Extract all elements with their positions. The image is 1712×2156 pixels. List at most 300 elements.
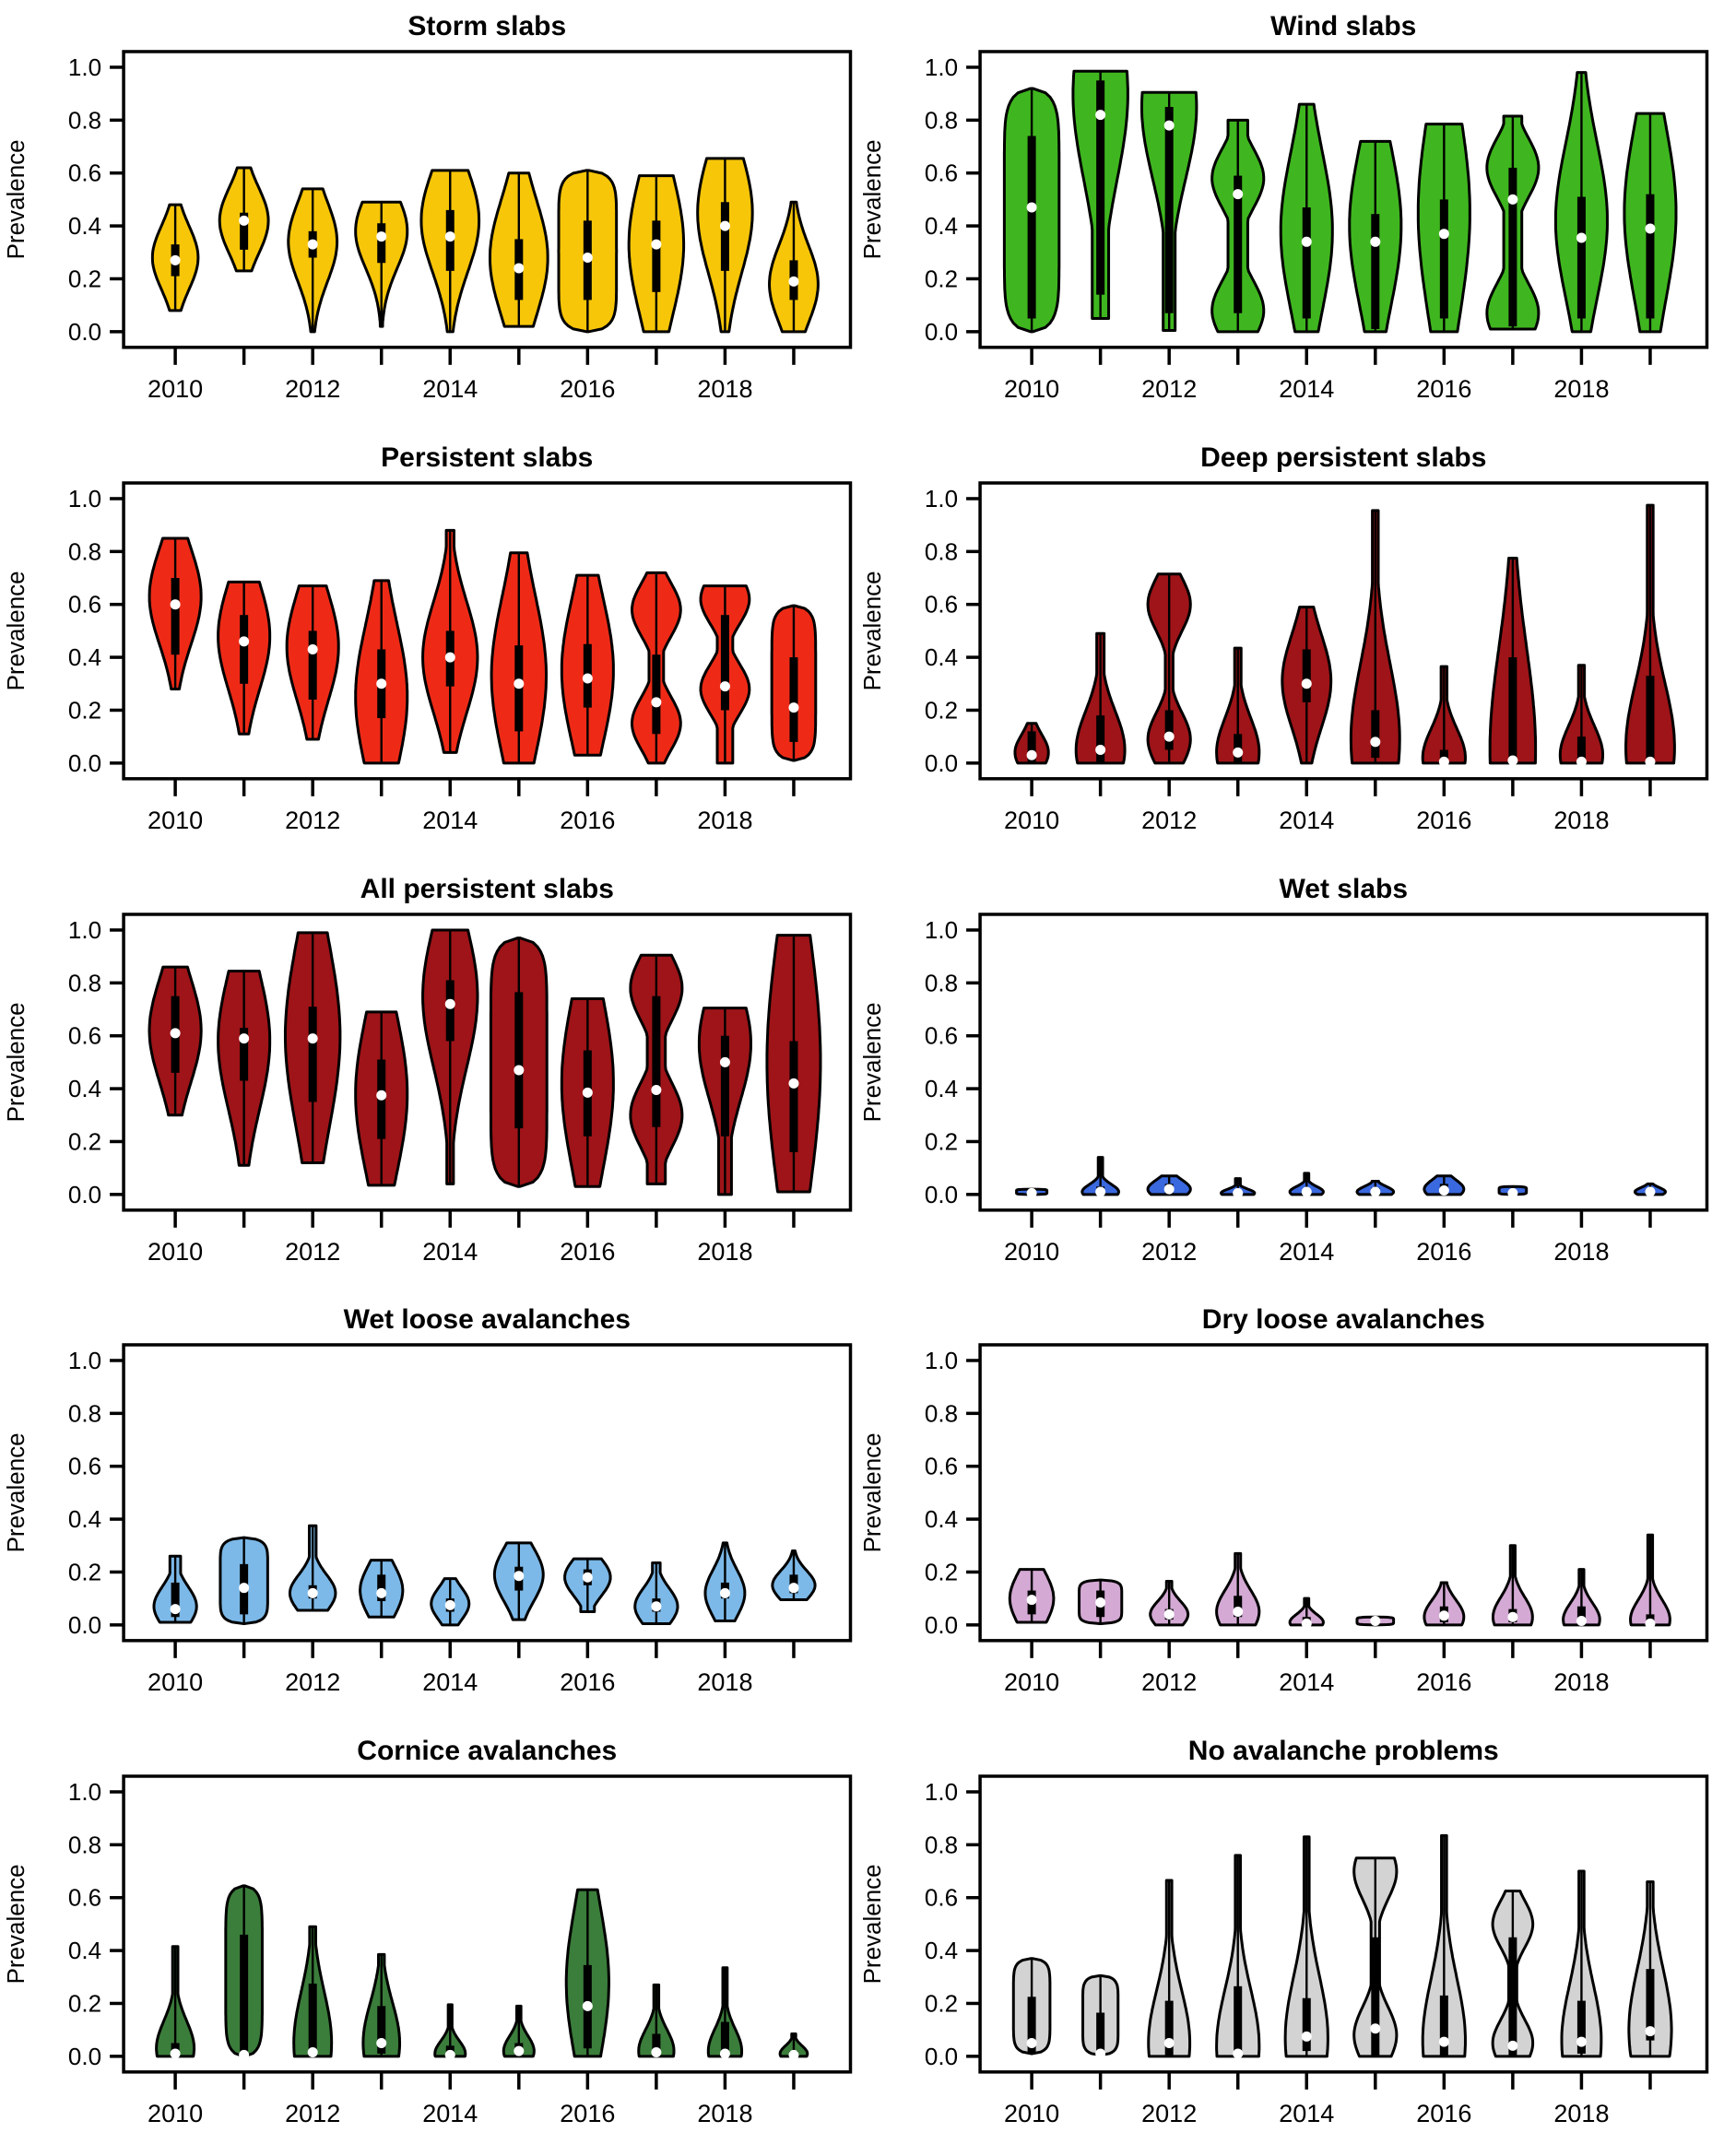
y-tick-label: 0.0 bbox=[924, 317, 958, 346]
median-dot bbox=[651, 240, 661, 250]
violin-2016 bbox=[565, 1560, 610, 1612]
plot-frame bbox=[980, 914, 1706, 1210]
y-tick-label: 0.0 bbox=[67, 2043, 102, 2071]
violin-2014 bbox=[1281, 607, 1330, 762]
violin-2019 bbox=[772, 606, 816, 760]
x-tick-label: 2016 bbox=[560, 806, 616, 834]
x-tick-label: 2018 bbox=[1553, 2100, 1609, 2127]
y-tick-label: 0.0 bbox=[924, 1611, 958, 1640]
iqr-box bbox=[1371, 214, 1379, 329]
median-dot bbox=[1370, 1186, 1380, 1196]
median-dot bbox=[1438, 1185, 1448, 1196]
x-tick-label: 2014 bbox=[1278, 806, 1334, 834]
violin-2010 bbox=[149, 538, 201, 689]
x-tick-label: 2012 bbox=[285, 2100, 341, 2127]
violin-2012 bbox=[289, 189, 337, 332]
x-tick-label: 2010 bbox=[148, 806, 204, 834]
x-tick-label: 2018 bbox=[1553, 1237, 1609, 1266]
x-tick-label: 2010 bbox=[1003, 1668, 1059, 1697]
x-tick-label: 2012 bbox=[1140, 1668, 1197, 1697]
plot-wind-slabs bbox=[856, 0, 1712, 431]
y-tick-label: 1.0 bbox=[924, 915, 958, 944]
y-tick-label: 0.2 bbox=[67, 265, 102, 293]
median-dot bbox=[1095, 2049, 1105, 2059]
panel-title: Wet loose avalanches bbox=[343, 1304, 631, 1336]
median-dot bbox=[239, 1033, 249, 1043]
x-tick-label: 2010 bbox=[148, 374, 204, 403]
y-tick-label: 0.2 bbox=[924, 1558, 958, 1586]
plot-dry-loose-avalanches bbox=[856, 1293, 1712, 1725]
y-tick-label: 0.8 bbox=[67, 1399, 102, 1428]
y-tick-label: 0.8 bbox=[924, 1399, 958, 1428]
median-dot bbox=[1576, 757, 1586, 767]
median-dot bbox=[1233, 1188, 1243, 1198]
median-dot bbox=[583, 2001, 593, 2011]
iqr-box bbox=[309, 1984, 317, 2056]
iqr-box bbox=[1302, 649, 1310, 701]
violin-2015 bbox=[491, 553, 546, 763]
violin-2012 bbox=[1148, 574, 1190, 763]
iqr-box bbox=[789, 1041, 797, 1151]
median-dot bbox=[720, 2049, 730, 2059]
panel-all-persistent-slabs bbox=[0, 863, 856, 1294]
y-tick-label: 0.4 bbox=[924, 642, 958, 671]
violin-2015 bbox=[1353, 1858, 1396, 2056]
y-axis-label: Prevalence bbox=[857, 1864, 886, 1985]
y-tick-label: 0.4 bbox=[924, 1937, 958, 1965]
median-dot bbox=[651, 697, 661, 707]
median-dot bbox=[1095, 1186, 1105, 1196]
violin-2018 bbox=[1555, 73, 1607, 332]
y-axis-label: Prevalence bbox=[2, 571, 30, 691]
median-dot bbox=[1370, 736, 1380, 747]
y-axis-label: Prevalence bbox=[2, 1864, 30, 1985]
y-tick-label: 0.4 bbox=[924, 1505, 958, 1534]
median-dot bbox=[1233, 1607, 1243, 1617]
violin-2010 bbox=[1013, 1959, 1050, 2054]
violin-2017 bbox=[1493, 1891, 1533, 2056]
median-dot bbox=[376, 678, 386, 689]
median-dot bbox=[651, 2047, 661, 2057]
median-dot bbox=[1438, 757, 1448, 767]
violin-2018 bbox=[701, 585, 750, 762]
y-axis-label: Prevalence bbox=[857, 571, 886, 691]
y-tick-label: 0.8 bbox=[67, 968, 102, 996]
violin-2019 bbox=[1623, 113, 1675, 332]
plot-wet-slabs bbox=[856, 863, 1712, 1294]
iqr-box bbox=[789, 657, 797, 742]
y-axis-label: Prevalence bbox=[857, 1001, 886, 1123]
x-tick-label: 2012 bbox=[1140, 2100, 1197, 2127]
iqr-box bbox=[1439, 1996, 1447, 2056]
violin-2013 bbox=[1211, 120, 1263, 332]
iqr-box bbox=[171, 578, 180, 654]
median-dot bbox=[171, 2049, 181, 2059]
y-tick-label: 0.4 bbox=[67, 1505, 102, 1534]
x-tick-label: 2014 bbox=[1278, 374, 1334, 403]
median-dot bbox=[1438, 229, 1448, 239]
violin-2019 bbox=[1630, 1536, 1670, 1630]
iqr-box bbox=[1027, 136, 1035, 319]
violin-2010 bbox=[157, 1947, 195, 2059]
iqr-box bbox=[1164, 710, 1173, 749]
x-tick-label: 2016 bbox=[560, 1237, 616, 1266]
median-dot bbox=[376, 231, 386, 242]
panel-persistent-slabs bbox=[0, 431, 856, 863]
violin-2011 bbox=[226, 1886, 263, 2060]
violin-2016 bbox=[1423, 666, 1465, 767]
panel-wet-slabs bbox=[856, 863, 1712, 1294]
violin-2011 bbox=[1082, 1976, 1117, 2059]
median-dot bbox=[514, 678, 524, 689]
y-tick-label: 0.0 bbox=[67, 1180, 102, 1208]
violin-2014 bbox=[423, 930, 478, 1184]
y-axis-label: Prevalence bbox=[857, 1432, 886, 1553]
y-tick-label: 0.2 bbox=[67, 1989, 102, 2018]
violin-2015 bbox=[494, 1543, 543, 1620]
violin-2017 bbox=[629, 176, 683, 332]
violin-2013 bbox=[356, 202, 407, 326]
x-tick-label: 2012 bbox=[285, 1237, 341, 1266]
iqr-box bbox=[240, 615, 248, 684]
y-tick-label: 0.6 bbox=[67, 1453, 102, 1481]
y-tick-label: 0.6 bbox=[67, 1021, 102, 1050]
violin-2013 bbox=[363, 1955, 400, 2056]
violin-2016 bbox=[1423, 1583, 1463, 1625]
median-dot bbox=[651, 1085, 661, 1095]
iqr-box bbox=[309, 630, 317, 700]
iqr-box bbox=[309, 1007, 317, 1102]
median-dot bbox=[1301, 1619, 1311, 1629]
median-dot bbox=[376, 1588, 386, 1598]
violin-2013 bbox=[1216, 1554, 1258, 1625]
y-tick-label: 1.0 bbox=[924, 1778, 958, 1807]
median-dot bbox=[514, 263, 524, 273]
median-dot bbox=[1576, 233, 1586, 243]
y-tick-label: 0.8 bbox=[924, 1831, 958, 1859]
y-tick-label: 0.0 bbox=[67, 317, 102, 346]
x-tick-label: 2010 bbox=[148, 2100, 204, 2127]
violin-2016 bbox=[566, 1890, 608, 2056]
violin-2019 bbox=[767, 935, 821, 1191]
violin-2017 bbox=[632, 572, 680, 763]
violin-2016 bbox=[1423, 1175, 1463, 1195]
violin-2017 bbox=[639, 1985, 674, 2058]
median-dot bbox=[788, 1584, 798, 1594]
plot-persistent-slabs bbox=[0, 431, 856, 863]
y-axis-label: Prevalence bbox=[2, 1432, 30, 1553]
y-tick-label: 0.6 bbox=[924, 1021, 958, 1050]
panel-storm-slabs bbox=[0, 0, 856, 431]
panel-cornice-avalanches bbox=[0, 1725, 856, 2156]
y-tick-label: 0.6 bbox=[924, 1453, 958, 1481]
plot-cornice-avalanches bbox=[0, 1725, 856, 2156]
x-tick-label: 2010 bbox=[148, 1668, 204, 1697]
x-tick-label: 2014 bbox=[1278, 1668, 1334, 1697]
median-dot bbox=[1507, 1188, 1517, 1198]
y-tick-label: 0.0 bbox=[67, 1611, 102, 1640]
median-dot bbox=[788, 2050, 798, 2060]
x-tick-label: 2012 bbox=[285, 806, 341, 834]
median-dot bbox=[720, 221, 730, 231]
panel-title: Wet slabs bbox=[1279, 873, 1408, 904]
median-dot bbox=[1301, 678, 1311, 689]
x-tick-label: 2014 bbox=[422, 1237, 478, 1266]
violin-2012 bbox=[287, 585, 338, 738]
iqr-box bbox=[514, 992, 523, 1128]
violin-2012 bbox=[289, 1526, 335, 1611]
violin-2014 bbox=[1285, 1837, 1328, 2056]
panel-title: Dry loose avalanches bbox=[1201, 1304, 1485, 1336]
x-tick-label: 2018 bbox=[697, 2100, 753, 2127]
iqr-box bbox=[652, 654, 660, 734]
violin-2016 bbox=[1418, 124, 1470, 332]
panel-wind-slabs bbox=[856, 0, 1712, 431]
median-dot bbox=[1163, 1184, 1174, 1194]
median-dot bbox=[445, 2050, 455, 2060]
y-tick-label: 0.6 bbox=[924, 159, 958, 187]
y-tick-label: 0.8 bbox=[67, 537, 102, 566]
y-tick-label: 1.0 bbox=[67, 1778, 102, 1807]
y-tick-label: 0.6 bbox=[924, 1883, 958, 1912]
x-tick-label: 2018 bbox=[697, 1668, 753, 1697]
x-tick-label: 2012 bbox=[1140, 806, 1197, 834]
panel-dry-loose-avalanches bbox=[856, 1293, 1712, 1725]
iqr-box bbox=[721, 615, 729, 710]
violin-2013 bbox=[1216, 1856, 1258, 2059]
panel-title: Persistent slabs bbox=[381, 442, 594, 473]
violin-2011 bbox=[1076, 633, 1125, 763]
violin-2017 bbox=[1486, 116, 1538, 329]
median-dot bbox=[1301, 1186, 1311, 1196]
y-tick-label: 1.0 bbox=[67, 484, 102, 512]
y-tick-label: 0.6 bbox=[924, 590, 958, 619]
violin-2014 bbox=[431, 1579, 469, 1625]
median-dot bbox=[788, 277, 798, 287]
violin-2010 bbox=[1016, 1188, 1046, 1198]
y-tick-label: 0.6 bbox=[67, 1883, 102, 1912]
median-dot bbox=[1301, 237, 1311, 247]
x-tick-label: 2012 bbox=[1140, 374, 1197, 403]
median-dot bbox=[1507, 194, 1517, 205]
median-dot bbox=[171, 599, 181, 609]
violin-2017 bbox=[1490, 558, 1535, 765]
violin-2014 bbox=[1290, 1172, 1323, 1196]
violin-2012 bbox=[294, 1926, 332, 2057]
y-tick-label: 0.4 bbox=[67, 642, 102, 671]
violin-2011 bbox=[219, 168, 268, 271]
panel-no-avalanche-problems bbox=[856, 1725, 1712, 2156]
median-dot bbox=[171, 255, 181, 265]
median-dot bbox=[239, 2050, 249, 2060]
y-tick-label: 0.8 bbox=[67, 1831, 102, 1859]
median-dot bbox=[1026, 203, 1036, 213]
median-dot bbox=[720, 681, 730, 691]
violin-2013 bbox=[356, 581, 407, 763]
violin-2010 bbox=[152, 205, 198, 311]
median-dot bbox=[1438, 1611, 1448, 1621]
median-dot bbox=[1438, 2037, 1448, 2047]
violin-2018 bbox=[1560, 665, 1602, 766]
median-dot bbox=[1576, 1616, 1586, 1626]
median-dot bbox=[720, 1057, 730, 1067]
y-tick-label: 1.0 bbox=[924, 53, 958, 81]
median-dot bbox=[1576, 2037, 1586, 2047]
y-axis-label: Prevalence bbox=[857, 139, 886, 260]
median-dot bbox=[239, 636, 249, 646]
iqr-box bbox=[1439, 199, 1447, 318]
x-tick-label: 2014 bbox=[422, 374, 478, 403]
panel-title: Storm slabs bbox=[407, 10, 567, 41]
median-dot bbox=[788, 1078, 798, 1088]
x-tick-label: 2016 bbox=[560, 2100, 616, 2127]
violin-2019 bbox=[1625, 505, 1674, 767]
x-tick-label: 2016 bbox=[1415, 1668, 1471, 1697]
panel-deep-persistent-slabs bbox=[856, 431, 1712, 863]
plot-storm-slabs bbox=[0, 0, 856, 431]
y-tick-label: 0.2 bbox=[924, 1989, 958, 2018]
violin-2011 bbox=[1081, 1157, 1118, 1196]
violin-2012 bbox=[1148, 1175, 1190, 1194]
violin-2016 bbox=[1423, 1835, 1465, 2056]
iqr-box bbox=[1508, 657, 1517, 763]
median-dot bbox=[239, 1584, 249, 1594]
x-tick-label: 2014 bbox=[422, 2100, 478, 2127]
violin-2016 bbox=[559, 171, 617, 332]
median-dot bbox=[514, 1572, 524, 1582]
violin-2016 bbox=[561, 998, 613, 1186]
median-dot bbox=[445, 231, 455, 242]
median-dot bbox=[1645, 1619, 1655, 1629]
median-dot bbox=[308, 644, 318, 654]
violin-2013 bbox=[360, 1561, 403, 1618]
median-dot bbox=[445, 998, 455, 1008]
violin-2014 bbox=[1290, 1599, 1323, 1630]
violin-2017 bbox=[631, 955, 682, 1184]
x-tick-label: 2016 bbox=[560, 1668, 616, 1697]
iqr-box bbox=[1576, 197, 1585, 319]
x-tick-label: 2018 bbox=[1553, 1668, 1609, 1697]
violin-2011 bbox=[1072, 71, 1127, 318]
median-dot bbox=[308, 1033, 318, 1043]
median-dot bbox=[1645, 223, 1655, 233]
violin-2012 bbox=[285, 932, 339, 1162]
median-dot bbox=[1095, 745, 1105, 755]
median-dot bbox=[1095, 1597, 1105, 1608]
violin-2014 bbox=[423, 530, 478, 752]
median-dot bbox=[445, 652, 455, 662]
violin-2014 bbox=[1281, 104, 1332, 332]
violin-2015 bbox=[490, 173, 548, 326]
median-dot bbox=[308, 240, 318, 250]
iqr-box bbox=[1096, 715, 1104, 763]
median-dot bbox=[1163, 1609, 1174, 1620]
y-tick-label: 0.8 bbox=[67, 106, 102, 135]
violin-2014 bbox=[435, 2005, 466, 2060]
violin-2019 bbox=[780, 2034, 808, 2060]
violin-2011 bbox=[1079, 1580, 1121, 1623]
median-dot bbox=[308, 2047, 318, 2057]
y-tick-label: 0.0 bbox=[924, 2043, 958, 2071]
median-dot bbox=[1163, 731, 1174, 741]
y-tick-label: 0.2 bbox=[924, 696, 958, 725]
x-tick-label: 2012 bbox=[1140, 1237, 1197, 1266]
median-dot bbox=[1645, 2026, 1655, 2036]
y-tick-label: 0.2 bbox=[67, 1558, 102, 1586]
median-dot bbox=[239, 216, 249, 226]
median-dot bbox=[1233, 748, 1243, 758]
median-dot bbox=[1233, 2049, 1243, 2059]
y-tick-label: 0.4 bbox=[67, 1937, 102, 1965]
violin-2015 bbox=[490, 937, 547, 1186]
y-tick-label: 0.8 bbox=[924, 537, 958, 566]
iqr-box bbox=[1371, 710, 1379, 758]
median-dot bbox=[1026, 1595, 1036, 1605]
violin-2019 bbox=[1628, 1882, 1671, 2056]
iqr-box bbox=[1646, 194, 1654, 319]
iqr-box bbox=[652, 996, 660, 1126]
violin-2011 bbox=[218, 582, 270, 734]
median-dot bbox=[1026, 2038, 1036, 2048]
iqr-box bbox=[240, 1935, 248, 2056]
y-tick-label: 0.2 bbox=[67, 696, 102, 725]
median-dot bbox=[1370, 2023, 1380, 2033]
iqr-box bbox=[721, 202, 729, 271]
x-tick-label: 2018 bbox=[697, 1237, 753, 1266]
median-dot bbox=[1370, 237, 1380, 247]
panel-title: Wind slabs bbox=[1269, 10, 1416, 41]
violin-2010 bbox=[154, 1557, 196, 1623]
median-dot bbox=[376, 1090, 386, 1100]
iqr-box bbox=[1164, 107, 1173, 313]
median-dot bbox=[1507, 1612, 1517, 1622]
iqr-box bbox=[1371, 1938, 1379, 2056]
violin-2017 bbox=[1498, 1186, 1526, 1198]
violin-2012 bbox=[1150, 1582, 1187, 1625]
y-tick-label: 1.0 bbox=[924, 484, 958, 512]
x-tick-label: 2014 bbox=[422, 806, 478, 834]
violin-2011 bbox=[218, 971, 270, 1165]
median-dot bbox=[1645, 757, 1655, 767]
plot-all-persistent-slabs bbox=[0, 863, 856, 1294]
median-dot bbox=[376, 2038, 386, 2048]
y-tick-label: 1.0 bbox=[924, 1347, 958, 1375]
iqr-box bbox=[1234, 1986, 1242, 2056]
violin-2017 bbox=[635, 1563, 678, 1624]
violin-2018 bbox=[705, 1543, 745, 1621]
panel-title: No avalanche problems bbox=[1187, 1736, 1499, 1767]
violin-2017 bbox=[1493, 1546, 1532, 1625]
x-tick-label: 2016 bbox=[1415, 374, 1471, 403]
iqr-box bbox=[1302, 207, 1310, 318]
median-dot bbox=[1507, 2041, 1517, 2051]
median-dot bbox=[583, 253, 593, 263]
y-tick-label: 0.6 bbox=[67, 159, 102, 187]
y-axis-label: Prevalence bbox=[2, 139, 30, 260]
violin-2019 bbox=[770, 202, 819, 332]
violin-2013 bbox=[1221, 1178, 1254, 1197]
y-tick-label: 1.0 bbox=[67, 1347, 102, 1375]
plot-wet-loose-avalanches bbox=[0, 1293, 856, 1725]
median-dot bbox=[1370, 1616, 1380, 1626]
x-tick-label: 2016 bbox=[1415, 806, 1471, 834]
x-tick-label: 2018 bbox=[697, 374, 753, 403]
median-dot bbox=[514, 1065, 524, 1075]
violin-2010 bbox=[1009, 1570, 1054, 1622]
violin-2015 bbox=[503, 2007, 534, 2057]
violin-2012 bbox=[1148, 1880, 1189, 2056]
iqr-box bbox=[377, 223, 385, 263]
